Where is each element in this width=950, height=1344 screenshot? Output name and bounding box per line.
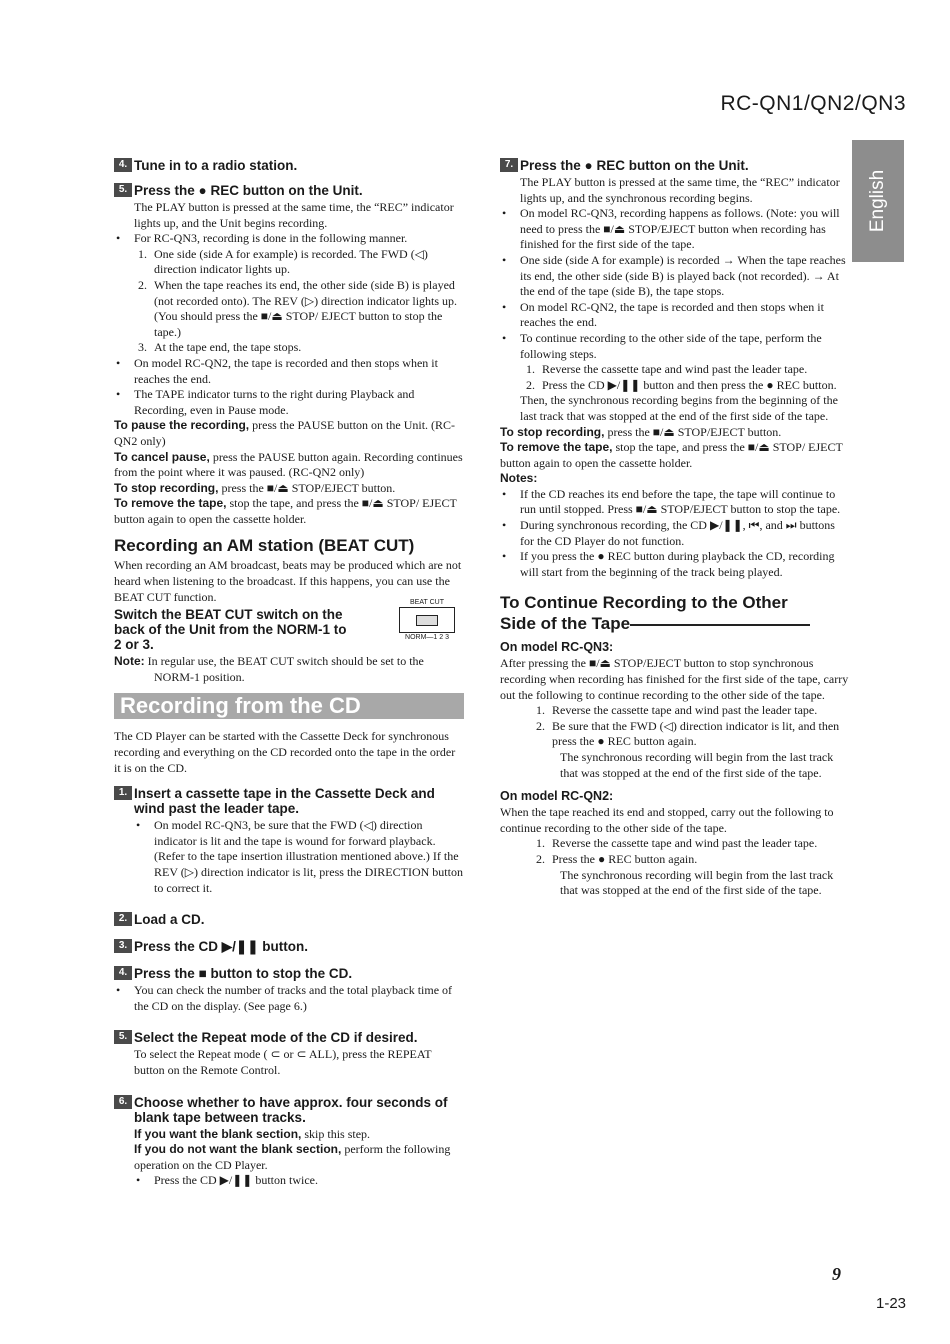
instruction-lead: To stop recording, [114, 480, 219, 495]
section-heading [500, 592, 850, 634]
list-item-text: On model RC-QN3, be sure that the FWD (◁) direction indicator is lit and the tape is wound for forward playback. (Refer to the tape insertion illustration mentioned above.) If the REV (▷) direction indicator is lit, press the DIRECTION button to correct it. [154, 818, 463, 895]
step-number: 2. [114, 912, 132, 926]
list-item-text: You can check the number of tracks and the total playback time of the CD on the display. (See page 6.) [134, 983, 453, 1013]
notes-title: Notes: [500, 471, 538, 486]
instruction [500, 425, 850, 441]
step-heading [114, 939, 464, 954]
list-item [134, 983, 464, 1014]
list-item [134, 356, 464, 387]
section-banner: Recording from the CD [114, 693, 464, 719]
list-item-text: Reverse the cassette tape and wind past the leader tape. [552, 703, 818, 718]
subheading: On model RC-QN2: [500, 789, 614, 804]
switch-box [399, 607, 455, 633]
paragraph: The synchronous recording will begin from the last track that was stopped at the end of the first side of the tape. [560, 867, 834, 898]
step-heading [114, 786, 464, 816]
left-column [114, 158, 464, 1189]
list-item-text: For RC-QN3, recording is done in the following manner. [134, 231, 408, 246]
list-item-text: Press the CD ▶/❚❚ button and then press the ● REC button. [542, 377, 837, 392]
list-item [154, 818, 464, 896]
model-number: RC-QN1/QN2/QN3 [720, 92, 906, 115]
list-item-text: When the tape reaches its end, the other side (side B) is played (not recorded onto). The REV (▷) direction indicator lights up. (You should press the ■/⏏ STOP/ EJECT button to stop the tape.) [154, 277, 458, 339]
list-item-text: Press the CD ▶/❚❚ button twice. [154, 1173, 318, 1188]
step-title: Choose whether to have approx. four seconds of blank tape between tracks. [134, 1094, 448, 1125]
list-item-text: If you press the ● REC button during playback the CD, recording will start from the beginning of the track being played. [520, 549, 835, 579]
list-item [520, 518, 850, 549]
list-item [154, 1173, 464, 1189]
page-number: 9 [832, 1264, 841, 1284]
instruction [114, 1142, 464, 1173]
beat-cut-block [114, 599, 464, 654]
instruction-lead: To remove the tape, [500, 440, 613, 455]
figure-label: BEAT CUT [410, 599, 444, 607]
paragraph: To select the Repeat mode ( ⊂ or ⊂ ALL), press the REPEAT button on the Remote Control. [134, 1047, 432, 1077]
list-item-text: Reverse the cassette tape and wind past the leader tape. [552, 836, 818, 851]
step-title: Insert a cassette tape in the Cassette Deck and wind past the leader tape. [134, 786, 435, 817]
step-heading [114, 1095, 464, 1125]
language-tab-label: English [867, 169, 888, 233]
list-item [520, 549, 850, 580]
section-heading-text: Side of the Tape [500, 614, 631, 634]
instruction-text: press the ■/⏏ STOP/EJECT button. [604, 424, 782, 439]
list-item [134, 387, 464, 418]
list-item: 2. Be sure that the FWD (◁) direction indicator is lit, and then press the ● REC button again. [536, 718, 840, 749]
list-item-text: Reverse the cassette tape and wind past the leader tape. [542, 362, 808, 377]
note-lead: Note: [114, 654, 145, 669]
list-item-text: On model RC-QN2, the tape is recorded and then stops when it reaches the end. [520, 299, 824, 330]
list-item-text: Press the ● REC button again. [552, 851, 698, 866]
page-reference: 1-23 [876, 1295, 907, 1312]
step-number: 5. [114, 183, 132, 197]
list-item: 1. One side (side A for example) is recorded. The FWD (◁) direction indicator lights up. [138, 246, 428, 277]
figure-label: NORM—1 2 3 [405, 634, 449, 642]
instruction-lead: To pause the recording, [114, 418, 250, 433]
instruction [114, 496, 464, 527]
list-item [520, 206, 850, 253]
instruction-lead: If you do not want the blank section, [134, 1142, 342, 1157]
instruction-lead: To remove the tape, [114, 496, 227, 511]
instruction [114, 450, 464, 481]
heading-rule [630, 624, 810, 626]
list-item-text: One side (side A for example) is recorded → When the tape reaches its end, the other side (side B) is played back (not recorded). → At the end of the tape (side B), the tape stops. [520, 252, 846, 299]
paragraph: When the tape reached its end and stopped, carry out the following to continue recording to the other side of the tape. [500, 805, 834, 835]
paragraph: The synchronous recording will begin from the last track that was stopped at the end of the first side of the tape. [560, 750, 834, 780]
list-item: 2. When the tape reaches its end, the other side (side B) is played (not recorded onto). The REV (▷) direction indicator lights up. (You should press the ■/⏏ STOP/ EJECT button to stop the tape.) [138, 277, 458, 339]
step-title: Press the CD ▶/❚❚ button. [134, 939, 309, 955]
list-item: 3. At the tape end, the tape stops. [138, 340, 302, 355]
step-title: Select the Repeat mode of the CD if desired. [134, 1030, 418, 1046]
list-item-text: On model RC-QN3, recording happens as follows. (Note: you will need to press the ■/⏏ STOP/EJECT button when recording has finished for the first side of the tape. [520, 206, 840, 252]
step-title: Press the ● REC button on the Unit. [134, 183, 363, 198]
section-heading: Recording an AM station (BEAT CUT) [114, 536, 415, 556]
list-item-text: If the CD reaches its end before the tape, the tape will continue to run until stopped. Press ■/⏏ STOP/EJECT button to stop the tape. [520, 486, 841, 517]
instruction-text: press the PAUSE button again. Recording continues from the point where it was paused. (RC-QN2 only) [114, 449, 463, 480]
paragraph: Then, the synchronous recording begins from the beginning of the last track that was stopped at the end of the first side of the tape. [520, 393, 838, 423]
step-title: Tune in to a radio station. [134, 158, 298, 173]
step-heading [114, 1030, 464, 1045]
section-heading-line: To Continue Recording to the Other [500, 593, 788, 613]
paragraph: The CD Player can be started with the Cassette Deck for synchronous recording and everything on the CD recorded onto the tape in the order it is on the CD. [114, 729, 456, 775]
step-heading [114, 912, 464, 927]
note-text: In regular use, the BEAT CUT switch should be set to the NORM-1 position. [144, 654, 424, 684]
step-title: Load a CD. [134, 912, 205, 928]
step-number: 6. [114, 1095, 132, 1109]
step-title: Press the ● REC button on the Unit. [520, 158, 749, 173]
step-number: 1. [114, 786, 132, 800]
list-item-text: One side (side A for example) is recorded. The FWD (◁) direction indicator lights up. [154, 246, 428, 277]
instruction [114, 481, 464, 497]
instruction-text: perform the following operation on the CD Player. [134, 1142, 451, 1172]
paragraph: After pressing the ■/⏏ STOP/EJECT button to stop synchronous recording when recording has finished for the first side of the tape, carry out the following to continue recording to the other side of the tape. [500, 656, 849, 702]
note [114, 654, 464, 685]
instruction-lead: If you want the blank section, [134, 1126, 302, 1141]
instruction-text: press the PAUSE button on the Unit. (RC-QN2 only) [114, 418, 456, 448]
language-tab [852, 140, 904, 262]
step-title: Press the ■ button to stop the CD. [134, 966, 353, 982]
list-item: 1. Reverse the cassette tape and wind past the leader tape. [536, 836, 818, 851]
step-heading [500, 158, 850, 173]
step-number: 4. [114, 966, 132, 980]
list-item: 2. Press the ● REC button again. [536, 851, 698, 866]
step-number: 3. [114, 939, 132, 953]
list-item-text: At the tape end, the tape stops. [154, 340, 302, 355]
step-heading [114, 158, 464, 173]
instruction-lead: To stop recording, [500, 424, 605, 439]
switch-slider [416, 615, 438, 626]
step-heading [114, 966, 464, 981]
beat-cut-switch-figure [390, 599, 464, 654]
right-column [500, 158, 850, 899]
step-number: 7. [500, 158, 518, 172]
list-item-text: The TAPE indicator turns to the right during Playback and Recording, even in Pause mode. [134, 387, 415, 417]
list-item [520, 300, 850, 331]
list-item-text: On model RC-QN2, the tape is recorded and then stops when it reaches the end. [134, 355, 438, 386]
subheading: On model RC-QN3: [500, 640, 614, 655]
step-number: 4. [114, 158, 132, 172]
list-item [134, 231, 464, 356]
paragraph: The PLAY button is pressed at the same time, the “REC” indicator lights up, and the Unit begins recording. [134, 200, 454, 230]
instruction [114, 1127, 464, 1143]
list-item: 1. Reverse the cassette tape and wind past the leader tape. [526, 362, 808, 377]
list-item: 2. Press the CD ▶/❚❚ button and then press the ● REC button. [526, 377, 837, 392]
step-heading [114, 183, 464, 198]
list-item [520, 253, 850, 300]
list-item-text: During synchronous recording, the CD ▶/❚❚, ⏮, and ⏭ buttons for the CD Player do not function. [520, 518, 835, 548]
step-number: 5. [114, 1030, 132, 1044]
instruction-text: press the ■/⏏ STOP/EJECT button. [218, 480, 396, 495]
section-heading-line-2 [500, 613, 850, 634]
instruction-lead: To cancel pause, [114, 449, 210, 464]
list-item [520, 331, 850, 425]
instruction-text: stop the tape, and press the ■/⏏ STOP/ EJECT button again to open the cassette holder. [114, 496, 457, 526]
paragraph: When recording an AM broadcast, beats may be produced which are not heard when listening to the broadcast. If this happens, you can use the BEAT CUT function. [114, 558, 462, 604]
paragraph: The PLAY button is pressed at the same time, the “REC” indicator lights up, and the synchronous recording begins. [520, 175, 840, 205]
list-item-text: To continue recording to the other side of the tape, perform the following steps. [520, 330, 822, 361]
list-item [520, 487, 850, 518]
list-item-text: Be sure that the FWD (◁) direction indicator is lit, and then press the ● REC button again. [552, 718, 840, 749]
list-item: 1. Reverse the cassette tape and wind past the leader tape. [536, 703, 818, 718]
instruction-text: stop the tape, and press the ■/⏏ STOP/ EJECT button again to open the cassette holder. [500, 440, 843, 470]
beat-cut-instruction: Switch the BEAT CUT switch on the back of the Unit from the NORM-1 to 2 or 3. [114, 607, 347, 653]
instruction-text: skip this step. [301, 1126, 371, 1141]
instruction [114, 418, 464, 449]
instruction [500, 440, 850, 471]
